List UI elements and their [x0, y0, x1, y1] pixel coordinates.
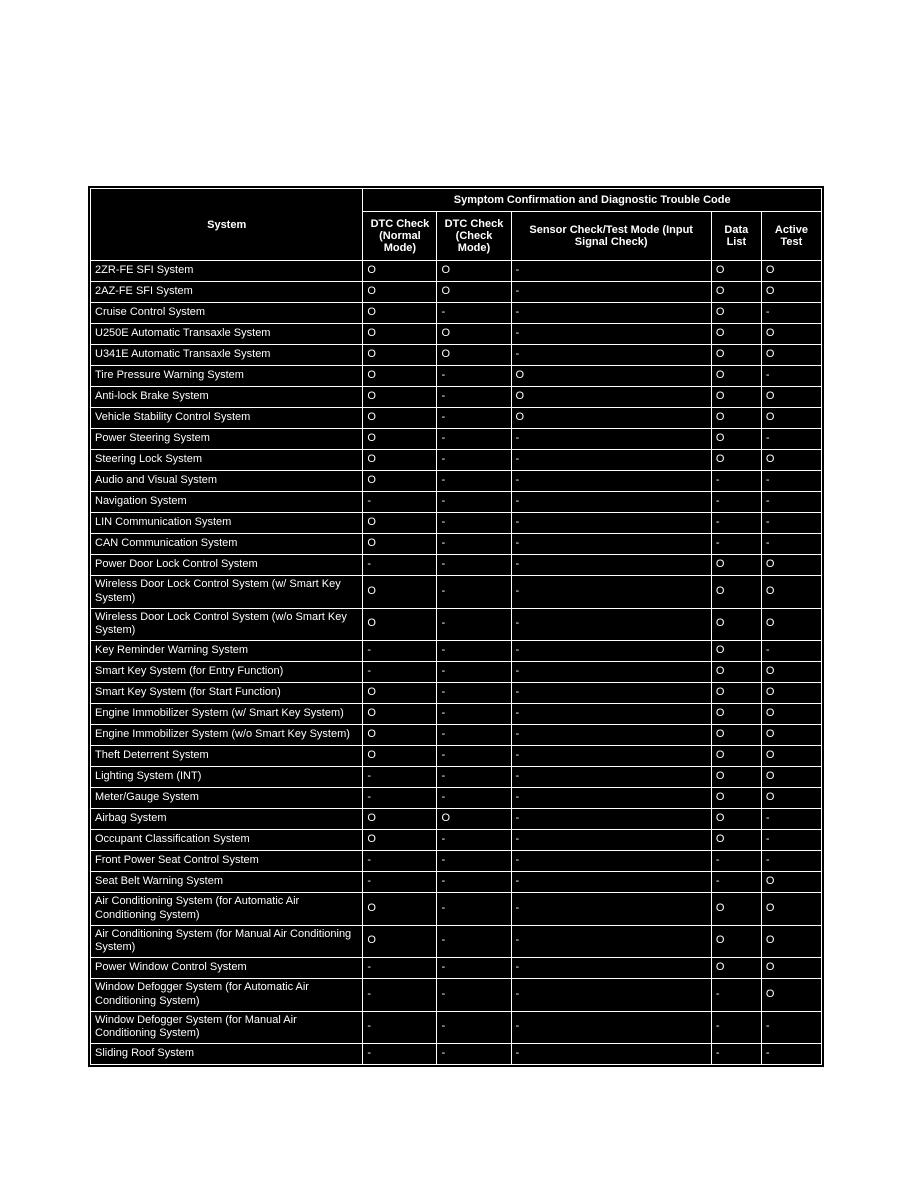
mark-cell: - — [511, 576, 711, 609]
table-row — [91, 303, 822, 324]
system-cell: Air Conditioning System (for Automatic Air Conditioning System) — [91, 893, 363, 926]
system-cell: Audio and Visual System — [91, 471, 363, 492]
diagnostic-table — [88, 186, 824, 1067]
mark-cell: - — [761, 830, 821, 851]
mark-cell: - — [363, 492, 437, 513]
mark-cell: - — [511, 534, 711, 555]
table-row — [91, 872, 822, 893]
mark-cell: - — [437, 429, 511, 450]
table-row — [91, 746, 822, 767]
mark-cell: O — [761, 387, 821, 408]
mark-cell: O — [363, 366, 437, 387]
mark-cell: O — [363, 534, 437, 555]
mark-cell: - — [761, 534, 821, 555]
mark-cell: - — [363, 662, 437, 683]
mark-cell: O — [363, 683, 437, 704]
mark-cell: - — [363, 641, 437, 662]
mark-cell: O — [363, 282, 437, 303]
table-row — [91, 809, 822, 830]
table-body — [91, 261, 822, 1065]
mark-cell: - — [437, 788, 511, 809]
mark-cell: O — [761, 662, 821, 683]
table-row — [91, 893, 822, 926]
mark-cell: O — [511, 387, 711, 408]
mark-cell: - — [761, 471, 821, 492]
mark-cell: - — [511, 513, 711, 534]
system-cell: Theft Deterrent System — [91, 746, 363, 767]
table-row — [91, 1044, 822, 1065]
mark-cell: - — [511, 662, 711, 683]
mark-cell: O — [761, 261, 821, 282]
col-header-dtc-check: DTC Check (Check Mode) — [437, 212, 511, 261]
mark-cell: - — [437, 851, 511, 872]
mark-cell: O — [711, 746, 761, 767]
mark-cell: - — [437, 958, 511, 979]
mark-cell: - — [511, 471, 711, 492]
system-cell: 2ZR-FE SFI System — [91, 261, 363, 282]
mark-cell: O — [711, 809, 761, 830]
system-cell: Navigation System — [91, 492, 363, 513]
mark-cell: O — [437, 261, 511, 282]
system-cell: Meter/Gauge System — [91, 788, 363, 809]
mark-cell: O — [761, 576, 821, 609]
mark-cell: O — [711, 641, 761, 662]
mark-cell: - — [437, 767, 511, 788]
mark-cell: - — [511, 830, 711, 851]
mark-cell: - — [437, 387, 511, 408]
col-header-active-test: Active Test — [761, 212, 821, 261]
mark-cell: - — [511, 788, 711, 809]
mark-cell: O — [363, 925, 437, 958]
table-row — [91, 324, 822, 345]
system-cell: Power Window Control System — [91, 958, 363, 979]
mark-cell: - — [511, 851, 711, 872]
mark-cell: - — [437, 830, 511, 851]
mark-cell: O — [437, 809, 511, 830]
mark-cell: - — [437, 925, 511, 958]
mark-cell: O — [761, 555, 821, 576]
mark-cell: O — [711, 345, 761, 366]
mark-cell: - — [437, 683, 511, 704]
mark-cell: O — [363, 576, 437, 609]
table-row — [91, 261, 822, 282]
table-row — [91, 345, 822, 366]
mark-cell: O — [711, 788, 761, 809]
system-cell: U341E Automatic Transaxle System — [91, 345, 363, 366]
mark-cell: O — [711, 608, 761, 641]
table-row — [91, 282, 822, 303]
mark-cell: O — [511, 408, 711, 429]
system-cell: Smart Key System (for Entry Function) — [91, 662, 363, 683]
system-cell: Engine Immobilizer System (w/o Smart Key System) — [91, 725, 363, 746]
table-row — [91, 925, 822, 958]
mark-cell: - — [511, 683, 711, 704]
mark-cell: - — [363, 851, 437, 872]
mark-cell: O — [363, 830, 437, 851]
mark-cell: - — [511, 893, 711, 926]
table-row — [91, 1011, 822, 1044]
mark-cell: O — [363, 809, 437, 830]
mark-cell: O — [363, 324, 437, 345]
table-row — [91, 471, 822, 492]
mark-cell: O — [711, 324, 761, 345]
system-cell: Power Steering System — [91, 429, 363, 450]
mark-cell: - — [437, 303, 511, 324]
mark-cell: O — [363, 429, 437, 450]
mark-cell: - — [437, 893, 511, 926]
mark-cell: - — [437, 725, 511, 746]
mark-cell: - — [437, 1044, 511, 1065]
mark-cell: - — [511, 608, 711, 641]
mark-cell: - — [711, 872, 761, 893]
mark-cell: O — [761, 345, 821, 366]
mark-cell: O — [761, 788, 821, 809]
mark-cell: O — [761, 872, 821, 893]
mark-cell: O — [711, 576, 761, 609]
mark-cell: - — [437, 555, 511, 576]
mark-cell: O — [711, 767, 761, 788]
mark-cell: O — [711, 429, 761, 450]
mark-cell: - — [437, 1011, 511, 1044]
mark-cell: O — [761, 704, 821, 725]
mark-cell: - — [437, 450, 511, 471]
mark-cell: O — [761, 450, 821, 471]
mark-cell: - — [437, 746, 511, 767]
system-cell: Sliding Roof System — [91, 1044, 363, 1065]
mark-cell: O — [711, 662, 761, 683]
system-cell: CAN Communication System — [91, 534, 363, 555]
mark-cell: O — [761, 324, 821, 345]
mark-cell: O — [363, 450, 437, 471]
system-cell: Front Power Seat Control System — [91, 851, 363, 872]
system-cell: LIN Communication System — [91, 513, 363, 534]
mark-cell: - — [437, 872, 511, 893]
system-cell: Occupant Classification System — [91, 830, 363, 851]
mark-cell: - — [363, 1011, 437, 1044]
system-cell: 2AZ-FE SFI System — [91, 282, 363, 303]
mark-cell: - — [761, 1011, 821, 1044]
table-row — [91, 608, 822, 641]
mark-cell: - — [711, 513, 761, 534]
mark-cell: - — [511, 725, 711, 746]
mark-cell: O — [761, 767, 821, 788]
mark-cell: - — [437, 979, 511, 1012]
system-cell: U250E Automatic Transaxle System — [91, 324, 363, 345]
system-cell: Wireless Door Lock Control System (w/o Smart Key System) — [91, 608, 363, 641]
system-cell: Window Defogger System (for Manual Air Conditioning System) — [91, 1011, 363, 1044]
mark-cell: - — [761, 513, 821, 534]
mark-cell: - — [711, 1011, 761, 1044]
mark-cell: O — [363, 893, 437, 926]
table-row — [91, 662, 822, 683]
mark-cell: - — [437, 576, 511, 609]
mark-cell: O — [761, 408, 821, 429]
mark-cell: - — [711, 1044, 761, 1065]
mark-cell: - — [511, 555, 711, 576]
group-header-row — [91, 189, 822, 212]
mark-cell: O — [711, 958, 761, 979]
mark-cell: - — [437, 366, 511, 387]
mark-cell: O — [711, 683, 761, 704]
table-row — [91, 450, 822, 471]
mark-cell: O — [363, 345, 437, 366]
mark-cell: O — [761, 683, 821, 704]
table-row — [91, 513, 822, 534]
mark-cell: O — [761, 893, 821, 926]
mark-cell: O — [363, 608, 437, 641]
mark-cell: O — [711, 704, 761, 725]
table-row — [91, 534, 822, 555]
mark-cell: O — [363, 387, 437, 408]
table-row — [91, 408, 822, 429]
table-row — [91, 429, 822, 450]
system-cell: Vehicle Stability Control System — [91, 408, 363, 429]
system-cell: Wireless Door Lock Control System (w/ Smart Key System) — [91, 576, 363, 609]
mark-cell: - — [511, 492, 711, 513]
table-row — [91, 958, 822, 979]
mark-cell: O — [363, 261, 437, 282]
mark-cell: O — [711, 408, 761, 429]
mark-cell: - — [437, 704, 511, 725]
system-cell: Seat Belt Warning System — [91, 872, 363, 893]
mark-cell: O — [711, 366, 761, 387]
mark-cell: O — [711, 830, 761, 851]
table-group-header: Symptom Confirmation and Diagnostic Trouble Code — [363, 189, 822, 212]
mark-cell: - — [437, 513, 511, 534]
mark-cell: O — [711, 555, 761, 576]
mark-cell: - — [511, 282, 711, 303]
mark-cell: O — [711, 450, 761, 471]
mark-cell: - — [761, 851, 821, 872]
mark-cell: - — [761, 303, 821, 324]
mark-cell: O — [437, 324, 511, 345]
mark-cell: - — [511, 345, 711, 366]
table-row — [91, 492, 822, 513]
mark-cell: O — [761, 925, 821, 958]
mark-cell: - — [511, 1044, 711, 1065]
system-cell: Air Conditioning System (for Manual Air Conditioning System) — [91, 925, 363, 958]
mark-cell: - — [711, 471, 761, 492]
mark-cell: - — [437, 641, 511, 662]
col-header-system: System — [91, 189, 363, 261]
mark-cell: - — [711, 979, 761, 1012]
table-row — [91, 830, 822, 851]
system-cell: Window Defogger System (for Automatic Air Conditioning System) — [91, 979, 363, 1012]
system-cell: Airbag System — [91, 809, 363, 830]
mark-cell: O — [761, 608, 821, 641]
mark-cell: O — [363, 471, 437, 492]
mark-cell: O — [761, 979, 821, 1012]
mark-cell: O — [363, 746, 437, 767]
mark-cell: O — [363, 303, 437, 324]
mark-cell: - — [761, 366, 821, 387]
mark-cell: O — [711, 303, 761, 324]
table-row — [91, 851, 822, 872]
table-row — [91, 387, 822, 408]
mark-cell: - — [511, 767, 711, 788]
system-cell: Cruise Control System — [91, 303, 363, 324]
mark-cell: - — [437, 662, 511, 683]
mark-cell: - — [761, 641, 821, 662]
mark-cell: - — [511, 809, 711, 830]
mark-cell: - — [363, 555, 437, 576]
table-row — [91, 704, 822, 725]
col-header-dtc-normal: DTC Check (Normal Mode) — [363, 212, 437, 261]
mark-cell: O — [761, 958, 821, 979]
mark-cell: - — [711, 851, 761, 872]
mark-cell: - — [711, 534, 761, 555]
system-cell: Key Reminder Warning System — [91, 641, 363, 662]
mark-cell: - — [511, 872, 711, 893]
system-cell: Smart Key System (for Start Function) — [91, 683, 363, 704]
mark-cell: O — [711, 893, 761, 926]
table-row — [91, 683, 822, 704]
mark-cell: O — [363, 704, 437, 725]
system-cell: Anti-lock Brake System — [91, 387, 363, 408]
table-row — [91, 725, 822, 746]
table-row — [91, 576, 822, 609]
mark-cell: O — [761, 746, 821, 767]
mark-cell: - — [511, 324, 711, 345]
col-header-data-list: Data List — [711, 212, 761, 261]
system-cell: Steering Lock System — [91, 450, 363, 471]
mark-cell: - — [437, 534, 511, 555]
mark-cell: - — [761, 492, 821, 513]
mark-cell: - — [363, 979, 437, 1012]
mark-cell: O — [363, 725, 437, 746]
mark-cell: O — [711, 725, 761, 746]
table-row — [91, 366, 822, 387]
mark-cell: - — [761, 429, 821, 450]
mark-cell: - — [511, 1011, 711, 1044]
system-cell: Tire Pressure Warning System — [91, 366, 363, 387]
mark-cell: - — [511, 429, 711, 450]
mark-cell: - — [437, 608, 511, 641]
mark-cell: O — [711, 282, 761, 303]
mark-cell: O — [363, 408, 437, 429]
mark-cell: - — [761, 809, 821, 830]
mark-cell: O — [711, 925, 761, 958]
mark-cell: - — [511, 958, 711, 979]
mark-cell: O — [437, 345, 511, 366]
mark-cell: - — [511, 303, 711, 324]
col-header-sensor-check: Sensor Check/Test Mode (Input Signal Check) — [511, 212, 711, 261]
mark-cell: - — [511, 450, 711, 471]
mark-cell: - — [511, 925, 711, 958]
mark-cell: - — [711, 492, 761, 513]
mark-cell: - — [761, 1044, 821, 1065]
mark-cell: - — [511, 746, 711, 767]
table-row — [91, 788, 822, 809]
mark-cell: - — [511, 641, 711, 662]
mark-cell: - — [363, 1044, 437, 1065]
mark-cell: - — [511, 979, 711, 1012]
mark-cell: O — [437, 282, 511, 303]
mark-cell: - — [437, 471, 511, 492]
mark-cell: - — [363, 872, 437, 893]
mark-cell: - — [363, 767, 437, 788]
mark-cell: O — [761, 725, 821, 746]
mark-cell: - — [511, 704, 711, 725]
mark-cell: O — [711, 387, 761, 408]
system-cell: Power Door Lock Control System — [91, 555, 363, 576]
system-cell: Lighting System (INT) — [91, 767, 363, 788]
system-cell: Engine Immobilizer System (w/ Smart Key System) — [91, 704, 363, 725]
table-row — [91, 555, 822, 576]
mark-cell: O — [711, 261, 761, 282]
mark-cell: - — [437, 408, 511, 429]
mark-cell: - — [437, 492, 511, 513]
table-row — [91, 979, 822, 1012]
mark-cell: O — [761, 282, 821, 303]
mark-cell: - — [363, 788, 437, 809]
table-row — [91, 641, 822, 662]
mark-cell: O — [363, 513, 437, 534]
mark-cell: - — [363, 958, 437, 979]
mark-cell: - — [511, 261, 711, 282]
mark-cell: O — [511, 366, 711, 387]
table-row — [91, 767, 822, 788]
symptom-confirmation-table — [90, 188, 822, 1065]
